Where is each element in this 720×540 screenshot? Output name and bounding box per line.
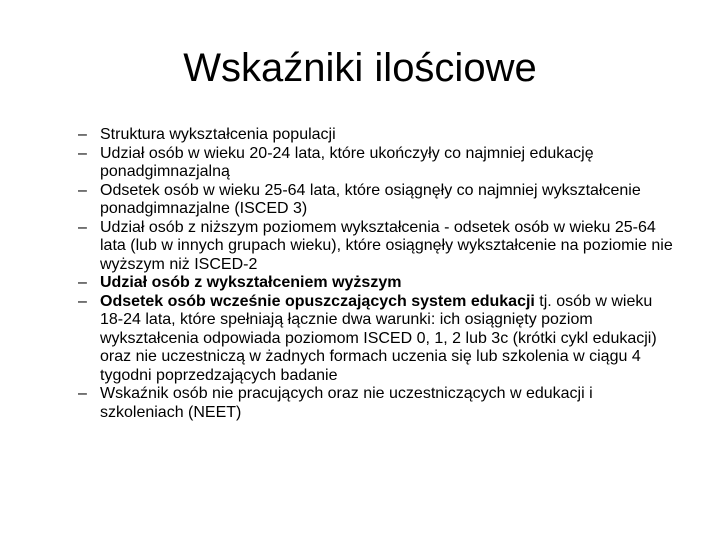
- bullet-text: Udział osób z niższym poziomem wykształcenia - odsetek osób w wieku 25-64 lata (lub w innych grupach wieku), które osiągnęły wykształcenie na poziomie nie wyższym niż ISCED-2: [100, 218, 673, 273]
- bullet-text: Wskaźnik osób nie pracujących oraz nie uczestniczących w edukacji i szkoleniach (NEET): [100, 385, 593, 421]
- bullet-dash: –: [78, 218, 87, 236]
- bullet-text: Udział osób w wieku 20-24 lata, które ukończyły co najmniej edukację ponadgimnazjalną: [100, 144, 594, 180]
- bullet-text: Struktura wykształcenia populacji: [100, 126, 336, 143]
- bullet-dash: –: [78, 385, 87, 402]
- bullet-bold-text: Odsetek osób wcześnie opuszczających system edukacji: [100, 292, 535, 310]
- bullet-list: [78, 126, 678, 422]
- bullet-item: [78, 126, 678, 145]
- bullet-item: [78, 274, 678, 293]
- bullet-dash: –: [78, 144, 87, 162]
- bullet-dash: –: [78, 181, 87, 199]
- bullet-text: Odsetek osób w wieku 25-64 lata, które osiągnęły co najmniej wykształcenie ponadgimnazjalne (ISCED 3): [100, 181, 641, 217]
- bullet-dash: –: [78, 292, 87, 310]
- bullet-item: [78, 385, 678, 422]
- bullet-dash: –: [78, 274, 87, 291]
- slide-title: Wskaźniki ilościowe: [183, 46, 537, 90]
- bullet-text: tj. osób w wieku 18-24 lata, które spełniają łącznie dwa warunki: ich osiągnięty poziom wykształcenia odpowiada poziomom ISCED 0, 1, 2 lub 3c (krótki cykl edukacji) oraz nie uczestniczą w żadnych formach uczenia się lub szkolenia w ciągu 4 tygodni poprzedzających badanie: [100, 292, 657, 384]
- bullet-item: [78, 182, 678, 219]
- bullet-item: [78, 219, 678, 275]
- bullet-item: [78, 293, 678, 386]
- bullet-item: [78, 145, 678, 182]
- bullet-dash: –: [78, 126, 87, 143]
- bullet-bold-text: Udział osób z wykształceniem wyższym: [100, 274, 402, 291]
